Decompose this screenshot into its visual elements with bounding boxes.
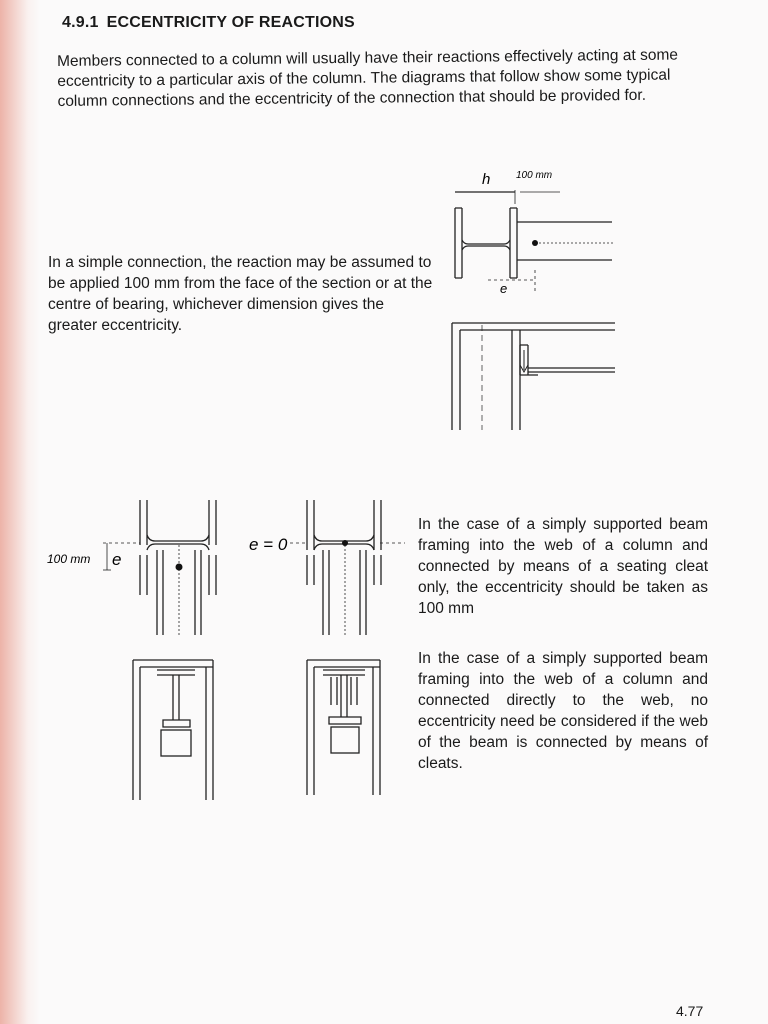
dim-100-left-label: 100 mm — [47, 552, 91, 566]
page-number: 4.77 — [676, 1003, 704, 1019]
e-label-top: e — [500, 281, 508, 296]
web-cleats-paragraph: In the case of a simply supported beam framing into the web of a column and connected directly to the web, no eccentricity need be considered if the web of the beam is connected by means of cleats. — [418, 650, 708, 772]
section-title: ECCENTRICITY OF REACTIONS — [106, 14, 355, 31]
e-zero-label: e = 0 — [249, 535, 288, 554]
section-number: 4.9.1 — [62, 14, 99, 31]
seating-cleat-paragraph: In the case of a simply supported beam framing into the web of a column and connected by means of a seating cleat only, the eccentricity should be taken as 100 mm — [418, 516, 708, 617]
simple-connection-diagram — [440, 160, 625, 440]
simple-connection-paragraph: In a simple connection, the reaction may be assumed to be applied 100 mm from the face of the section or at the centre of bearing, whichever dimension gives the greater eccentricity. — [48, 254, 433, 334]
seating-cleat-diagram — [45, 495, 245, 815]
dim-100-top-label: 100 mm — [516, 170, 553, 181]
section-heading — [62, 14, 355, 32]
intro-paragraph: Members connected to a column will usually have their reactions effectively acting at some eccentricity to a particular axis of the column. The diagrams that follow show some typical column connections and the eccentricity of the connection that should be provided for. — [57, 46, 679, 110]
e-label-left: e — [112, 550, 122, 569]
page-edge-shadow — [0, 0, 40, 1024]
web-cleats-diagram — [245, 495, 410, 815]
h-label: h — [482, 171, 491, 188]
